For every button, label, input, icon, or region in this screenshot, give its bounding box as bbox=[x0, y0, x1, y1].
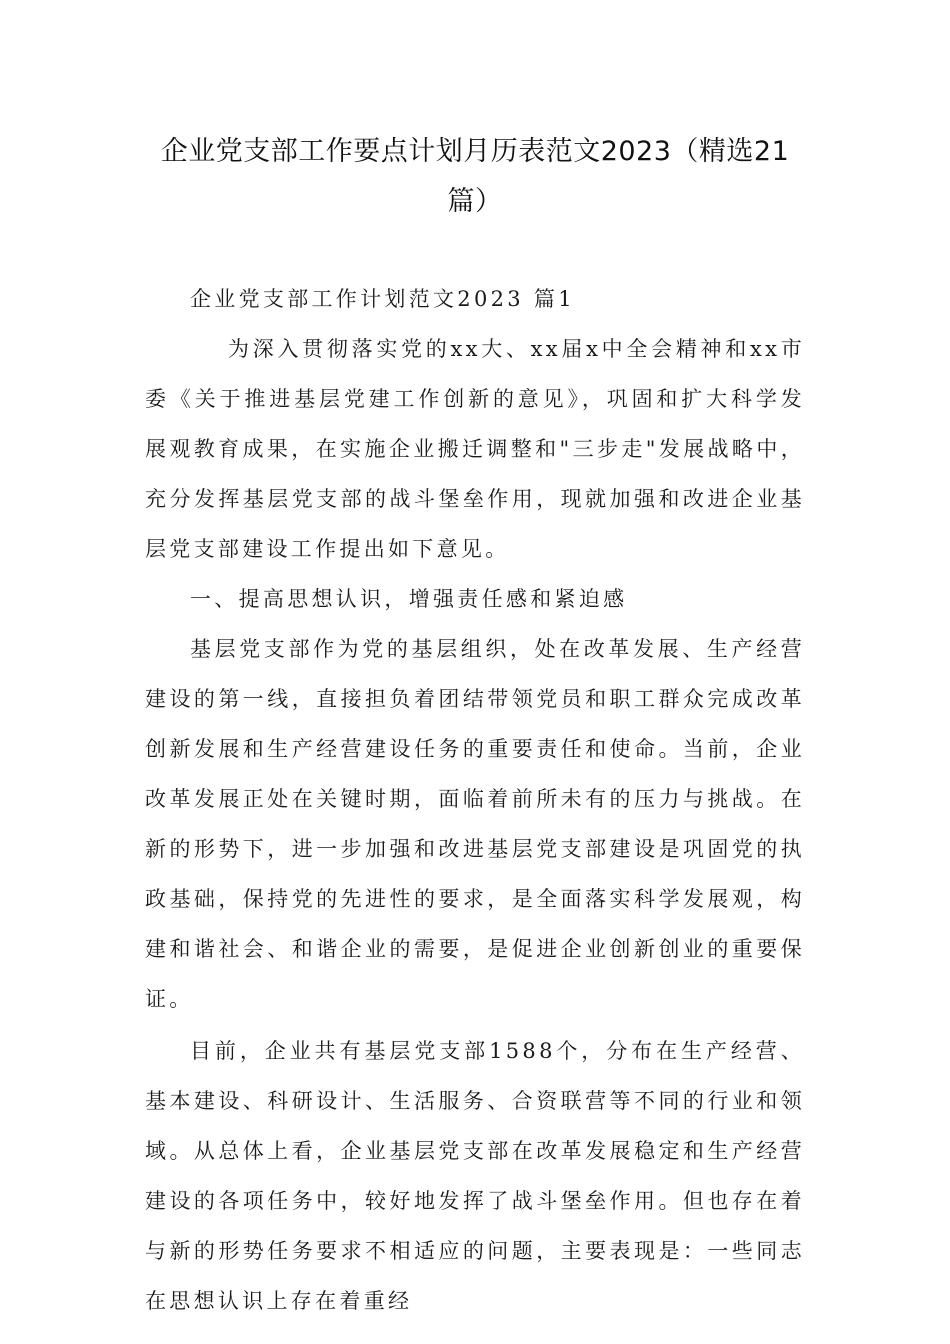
paragraph-3: 目前，企业共有基层党支部1588个，分布在生产经营、基本建设、科研设计、生活服务、合资联营等不同的行业和领域。从总体上看，企业基层党支部在改革发展稳定和生产经营建设的各项任务中，较好地发挥了战斗堡垒作用。但也存在着与新的形势任务要求不相适应的问题，主要表现是：一些同志在思想认识上存在着重经 bbox=[145, 1039, 805, 1313]
title-line-2: 篇） bbox=[447, 186, 503, 217]
title-line-1: 企业党支部工作要点计划月历表范文2023（精选21 bbox=[160, 136, 790, 167]
subheading-1: 一、提高思想认识，增强责任感和紧迫感 bbox=[190, 587, 628, 611]
document-body bbox=[145, 274, 805, 1326]
document-title bbox=[140, 127, 810, 227]
paragraph-2: 基层党支部作为党的基层组织，处在改革发展、生产经营建设的第一线，直接担负着团结带领党员和职工群众完成改革创新发展和生产经营建设任务的重要责任和使命。当前，企业改革发展正处在关键时期，面临着前所未有的压力与挑战。在新的形势下，进一步加强和改进基层党支部建设是巩固党的执政基础，保持党的先进性的要求，是全面落实科学发展观，构建和谐社会、和谐企业的需要，是促进企业创新创业的重要保证。 bbox=[145, 637, 805, 1011]
section-heading: 企业党支部工作计划范文2023 篇1 bbox=[190, 287, 575, 311]
paragraph-1: 为深入贯彻落实党的xx大、xx届x中全会精神和xx市委《关于推进基层党建工作创新的意见》，巩固和扩大科学发展观教育成果，在实施企业搬迁调整和"三步走"发展战略中，充分发挥基层党支部的战斗堡垒作用，现就加强和改进企业基层党支部建设工作提出如下意见。 bbox=[145, 337, 805, 561]
